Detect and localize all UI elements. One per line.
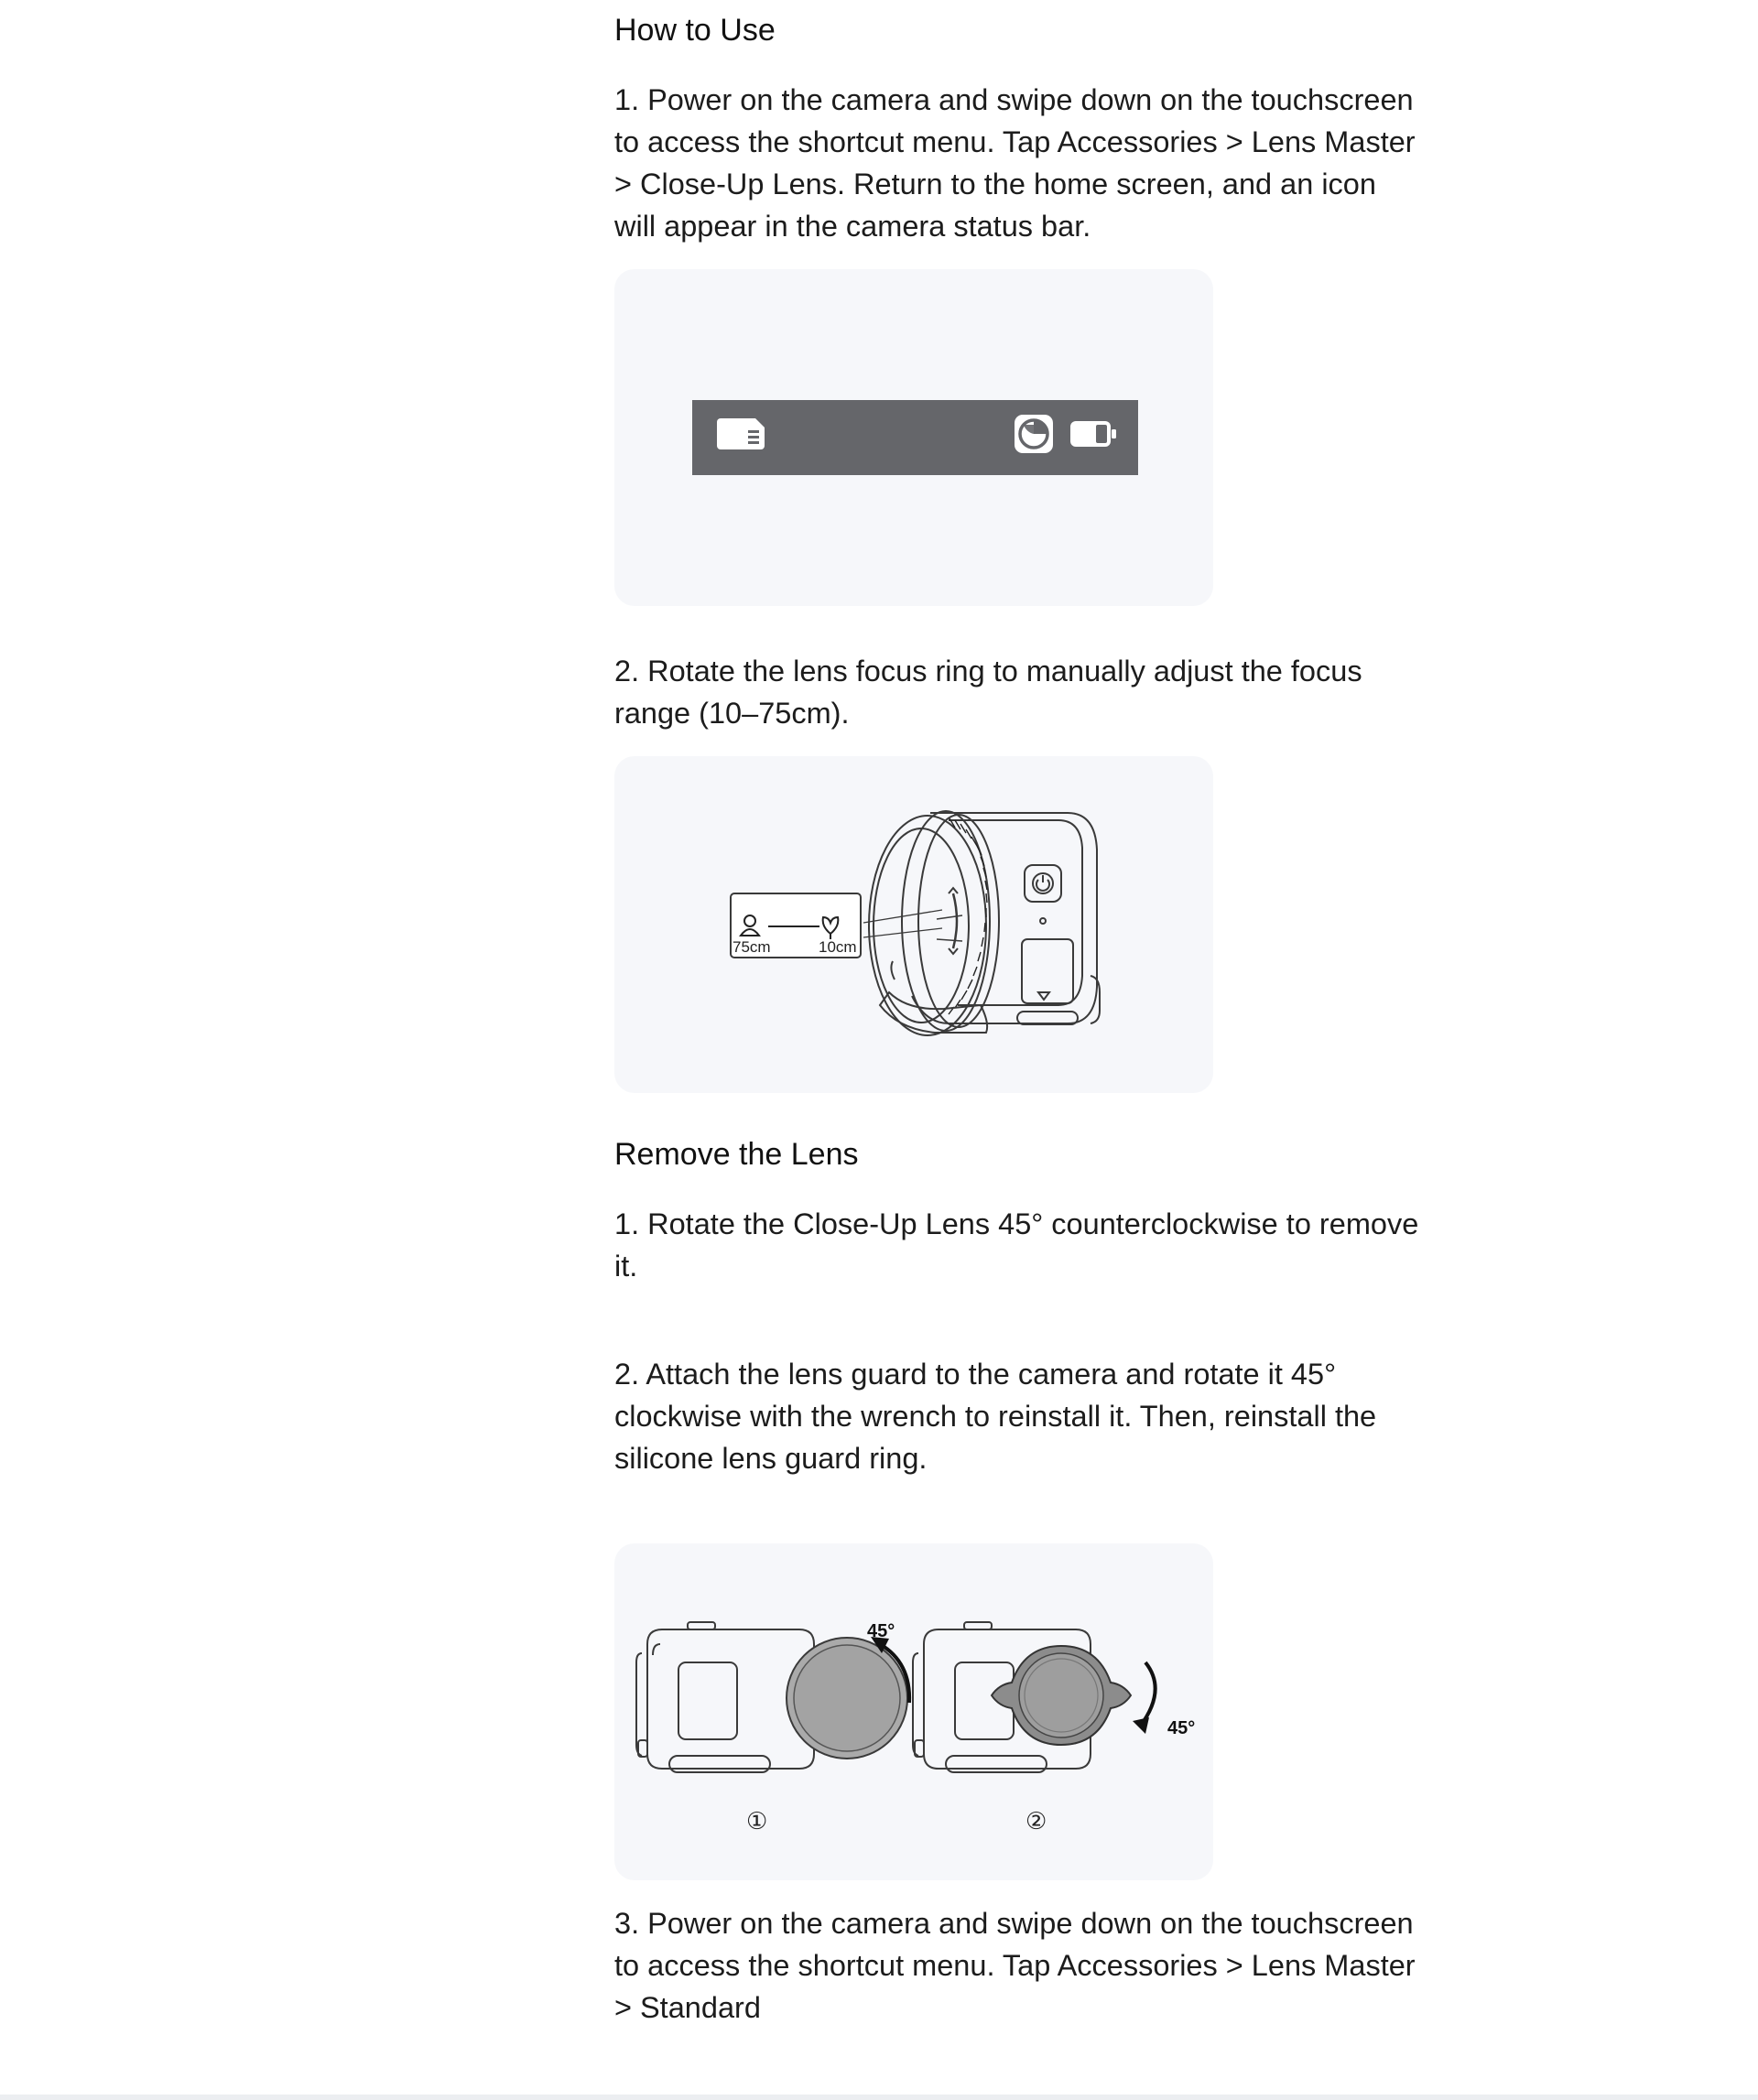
remove-lens-step-3: 3. Power on the camera and swipe down on the touchscreen to access the shortcut menu. Tap Accessories > Lens Master > Standard <box>614 1907 1416 2024</box>
remove-lens-step-2: 2. Attach the lens guard to the camera and rotate it 45° clockwise with the wrench to reinstall it. Then, reinstall the silicone lens guard ring. <box>614 1358 1377 1475</box>
battery-icon <box>1070 421 1116 447</box>
section-title-how-to-use: How to Use <box>614 13 776 48</box>
angle-label-ccw: 45° <box>867 1621 895 1641</box>
power-icon <box>1025 865 1061 902</box>
focus-near-label: 10cm <box>819 938 857 956</box>
section-title-remove-lens: Remove the Lens <box>614 1137 859 1172</box>
sd-card-icon <box>717 418 765 449</box>
status-bar-illustration <box>614 269 1213 606</box>
close-up-lens-icon <box>1015 415 1053 453</box>
lens-removal-illustration <box>614 1543 1213 1880</box>
page-bottom-border <box>0 2095 1758 2100</box>
clockwise-arrow <box>1140 1662 1156 1727</box>
how-to-use-step-1: 1. Power on the camera and swipe down on the touchscreen to access the shortcut menu. Tap Accessories > Lens Master > Close-Up Lens. Return to the home screen, and an icon will appear in the camera status bar. <box>614 83 1416 243</box>
step-marker-1: ① <box>746 1808 768 1835</box>
how-to-use-step-2: 2. Rotate the lens focus ring to manually adjust the focus range (10–75cm). <box>614 655 1362 730</box>
remove-lens-step-1: 1. Rotate the Close-Up Lens 45° counterclockwise to remove it. <box>614 1207 1419 1283</box>
angle-label-cw: 45° <box>1167 1718 1196 1738</box>
focus-ring-illustration <box>614 756 1213 1093</box>
focus-far-label: 75cm <box>732 938 771 956</box>
step-marker-2: ② <box>1026 1808 1047 1835</box>
